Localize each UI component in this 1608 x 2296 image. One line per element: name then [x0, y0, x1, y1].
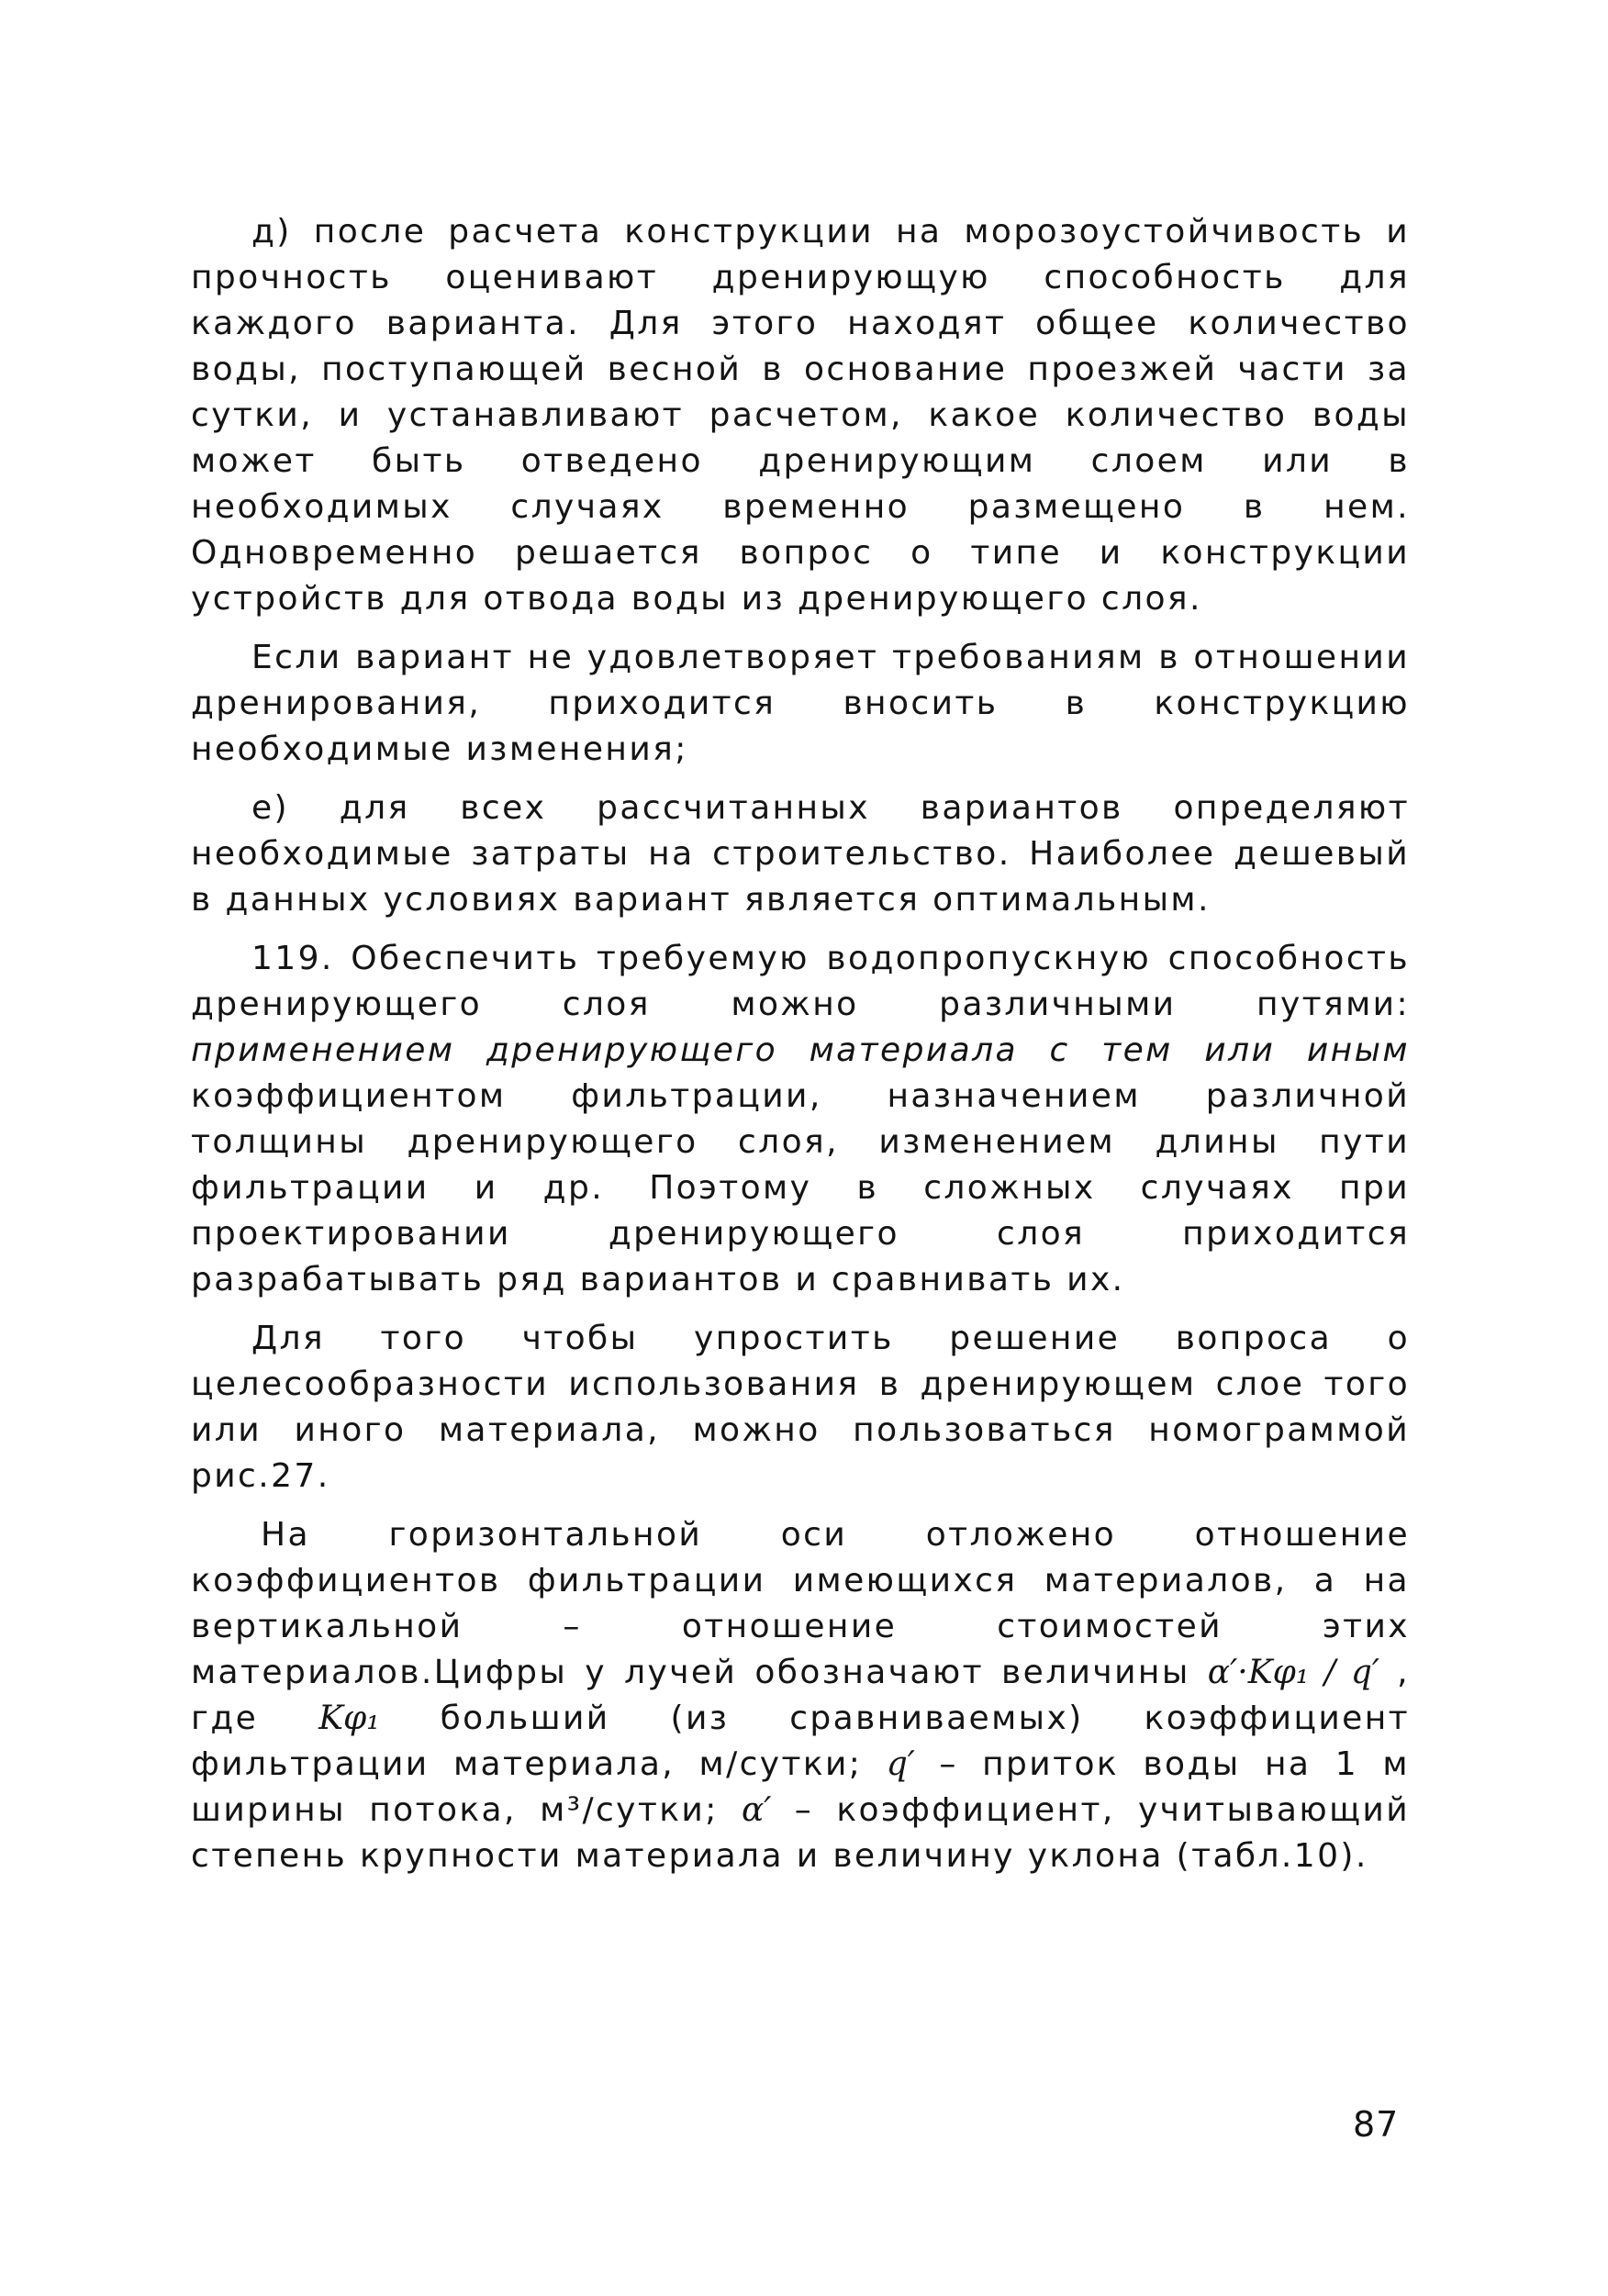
page-body: [191, 209, 1410, 1892]
axis-text-5: – коэффициент, учитывающий степень крупности материала и величину уклона (табл.10).: [191, 1791, 1410, 1875]
paragraph-d-drainage-capacity: д) после расчета конструкции на морозоустойчивость и прочность оценивают дренирующую способность для каждого варианта. Для этого находят общее количество воды, поступающей весной в основание проезжей части за сутки, и устанавливают расчетом, какое количество воды может быть отведено дренирующим слоем или в необходимых случаях временно размещено в нем. Одновременно решается вопрос о типе и конструкции устройств для отвода воды из дренирующего слоя.: [191, 213, 1410, 618]
axis-text-3: больший (из сравниваемых) коэффициент фильтрации материала, м/сутки;: [191, 1700, 1410, 1783]
paragraph-119-start: 119. Обеспечить требуемую водопропускную способность дренирующего слоя можно различными путями:: [191, 940, 1410, 1023]
formula-q-prime: q′: [886, 1745, 915, 1783]
paragraph-119-drainage-layer: [191, 936, 1410, 1303]
axis-text-2: , где: [191, 1654, 1410, 1737]
formula-k-phi: Kφ₁: [318, 1700, 380, 1737]
page-number: 87: [1353, 2104, 1400, 2145]
paragraph-axis-description: [191, 1512, 1410, 1879]
axis-text-4: – приток воды на 1 м ширины потока, м³/сутки;: [191, 1745, 1410, 1829]
formula-alpha-prime: α′: [742, 1791, 772, 1829]
paragraph-119-end: коэффициентом фильтрации, назначением различной толщины дренирующего слоя, изменением длины пути фильтрации и др. Поэтому в сложных случаях при проектировании дренирующего слоя приходится разрабатывать ряд вариантов и сравнивать их.: [191, 1077, 1410, 1298]
paragraph-nomogram-reference: Для того чтобы упростить решение вопроса о целесообразности использования в дренирующем слое того или иного материала, можно пользоваться номограммой рис.27.: [191, 1320, 1410, 1495]
paragraph-119-italic: применением дренирующего материала с тем или иным: [191, 1031, 1410, 1069]
paragraph-e-construction-costs: е) для всех рассчитанных вариантов определяют необходимые затраты на строительство. Наиболее дешевый в данных условиях вариант является оптимальным.: [191, 789, 1410, 919]
paragraph-variant-not-satisfying: Если вариант не удовлетворяет требованиям в отношении дренирования, приходится вносить в конструкцию необходимые изменения;: [191, 639, 1410, 768]
axis-text-1: На горизонтальной оси отложено отношение коэффициентов фильтрации имеющихся материалов, а на вертикальной – отношение стоимостей этих материалов.Цифры у лучей обозначают величины: [191, 1516, 1410, 1691]
formula-ratio: α′·Kφ₁ / q′: [1207, 1654, 1380, 1691]
